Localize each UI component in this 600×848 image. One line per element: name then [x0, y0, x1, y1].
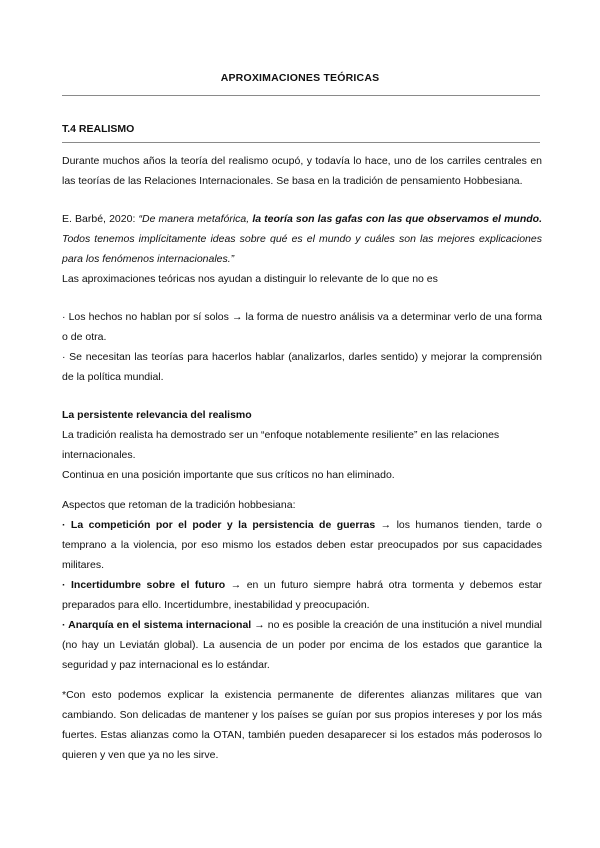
bullet-item: · Se necesitan las teorías para hacerlos hablar (analizarlos, darles sentido) y mejorar la comprensión de la política mundial.: [62, 351, 542, 383]
quote-part-2: Todos tenemos implícitamente ideas sobre qué es el mundo y cuáles son las mejores explicaciones para los fenómenos internacionales.”: [62, 233, 542, 265]
aspect-text: → los humanos tienden, tarde o temprano a la violencia, por eso mismo los estados deben estar preocupados por sus capacidades militares.: [62, 519, 542, 571]
subheading: La persistente relevancia del realismo: [62, 409, 252, 421]
citation-author: E. Barbé, 2020:: [62, 213, 139, 225]
aspect-text: → en un futuro siempre habrá otra tormenta y debemos estar preparados para ello. Incertidumbre, inestabilidad y preocupación.: [62, 579, 542, 611]
title-divider: [62, 95, 540, 96]
note-paragraph: *Con esto podemos explicar la existencia permanente de diferentes alianzas militares que van cambiando. Son delicadas de mantener y los países se guían por sus propios intereses y por los más fuertes. Estas alianzas como la OTAN, también pueden desaparecer si los estados más poderosos lo quieren y ven que ya no les sirve.: [62, 689, 542, 761]
aspect-text: → no es posible la creación de una institución a nivel mundial (no hay un Leviatán global). La ausencia de un poder por encima de los estados que garantice la seguridad y paz internacional es lo estándar.: [62, 619, 542, 671]
relevance-paragraph: Continua en una posición importante que sus críticos no han eliminado.: [62, 469, 395, 481]
document-body: [62, 151, 542, 765]
section-divider: [62, 142, 540, 143]
section-heading: T.4 REALISMO: [62, 123, 135, 135]
document-title: APROXIMACIONES TEÓRICAS: [220, 72, 380, 84]
aspect-item: [62, 515, 542, 575]
bullet-item: · Los hechos no hablan por sí solos → la forma de nuestro análisis va a determinar verlo de una forma o de otra.: [62, 311, 542, 343]
citation-quote: [62, 209, 542, 269]
intro-paragraph: Durante muchos años la teoría del realismo ocupó, y todavía lo hace, uno de los carriles centrales en las teorías de las Relaciones Internacionales. Se basa en la tradición de pensamiento Hobbesiana.: [62, 155, 542, 187]
aspect-item: [62, 615, 542, 675]
relevance-paragraph: La tradición realista ha demostrado ser un “enfoque notablemente resiliente” en las relaciones internacionales.: [62, 429, 500, 461]
aspects-intro: Aspectos que retoman de la tradición hobbesiana:: [62, 499, 296, 511]
aspect-item: [62, 575, 542, 615]
quote-highlight: la teoría son las gafas con las que observamos el mundo.: [252, 213, 542, 225]
aspect-title: · Incertidumbre sobre el futuro: [62, 579, 226, 591]
aspect-title: · La competición por el poder y la persistencia de guerras: [62, 519, 376, 531]
aspect-title: · Anarquía en el sistema internacional: [62, 619, 252, 631]
after-quote-text: Las aproximaciones teóricas nos ayudan a distinguir lo relevante de lo que no es: [62, 273, 438, 285]
quote-part-1: “De manera metafórica,: [138, 213, 253, 225]
